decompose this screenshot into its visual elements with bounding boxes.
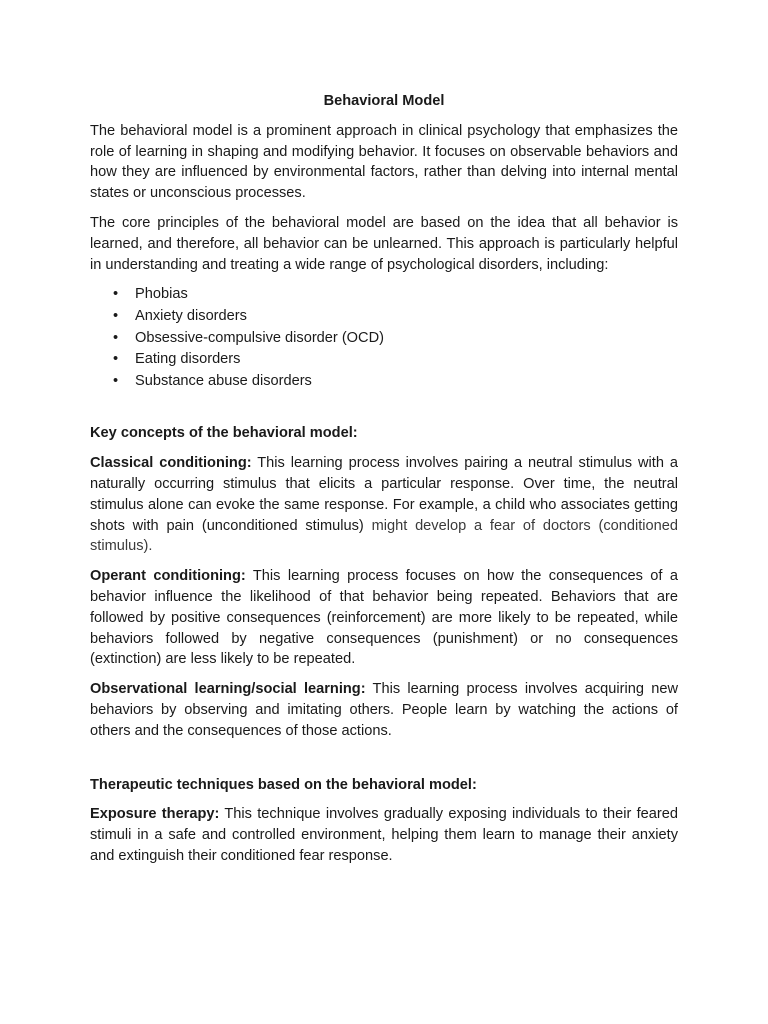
technique-exposure-therapy: [90, 804, 678, 866]
concept-observational-learning: [90, 679, 678, 741]
intro-paragraph-2: The core principles of the behavioral model are based on the idea that all behavior is learned, and therefore, all behavior can be unlearned. This approach is particularly helpful in understanding and treating a wide range of psychological disorders, including:: [90, 214, 678, 273]
concept-classical-conditioning: [90, 453, 678, 557]
concept-text: This learning process focuses on how the consequences of a behavior influence the likelihood of that behavior being repeated. Behaviors that are followed by positive consequences (reinforcement) are more likely to be repeated, while behaviors followed by negative consequences (punishment) or no consequences (extinction) are less likely to be repeated.: [90, 568, 678, 668]
techniques-heading: Therapeutic techniques based on the behavioral model:: [90, 776, 477, 793]
bullet-icon: •: [113, 329, 119, 346]
disorders-list: [90, 284, 678, 392]
list-item: • Obsessive-compulsive disorder (OCD): [135, 328, 678, 350]
technique-term: Exposure therapy:: [90, 806, 220, 823]
concept-text: This learning process involves acquiring new behaviors by observing and imitating others. People learn by watching the actions of others and the consequences of those actions.: [90, 681, 678, 739]
list-item: • Anxiety disorders: [135, 306, 678, 328]
document-page: [90, 91, 678, 876]
list-item: • Phobias: [135, 284, 678, 306]
concept-term: Classical conditioning:: [90, 455, 252, 472]
concept-term: Observational learning/social learning:: [90, 681, 366, 698]
bullet-icon: •: [113, 286, 119, 303]
intro-paragraph-1: The behavioral model is a prominent approach in clinical psychology that emphasizes the role of learning in shaping and modifying behavior. It focuses on observable behaviors and how they are influenced by environmental factors, rather than delving into internal mental states or unconscious processes.: [90, 122, 678, 202]
key-concepts-heading: Key concepts of the behavioral model:: [90, 425, 358, 442]
bullet-icon: •: [113, 372, 119, 389]
bullet-icon: •: [113, 351, 119, 368]
bullet-icon: •: [113, 307, 119, 324]
concept-operant-conditioning: [90, 566, 678, 670]
list-item: • Eating disorders: [135, 349, 678, 371]
document-title: Behavioral Model: [323, 93, 445, 109]
concept-text: This learning process involves pairing a neutral stimulus with a naturally occurring stimulus that elicits a particular response. Over time, the neutral stimulus alone can evoke the same response. For example, a child who associates getting shots with pain (unconditioned stimulus): [90, 455, 678, 534]
technique-text: This technique involves gradually exposing individuals to their feared stimuli in a safe and controlled environment, helping them learn to manage their anxiety and extinguish their conditioned fear response.: [90, 806, 678, 864]
concept-text-faint: might develop a fear of doctors (conditioned stimulus).: [90, 517, 679, 555]
concept-term: Operant conditioning:: [90, 568, 246, 585]
list-item: • Substance abuse disorders: [135, 371, 678, 393]
